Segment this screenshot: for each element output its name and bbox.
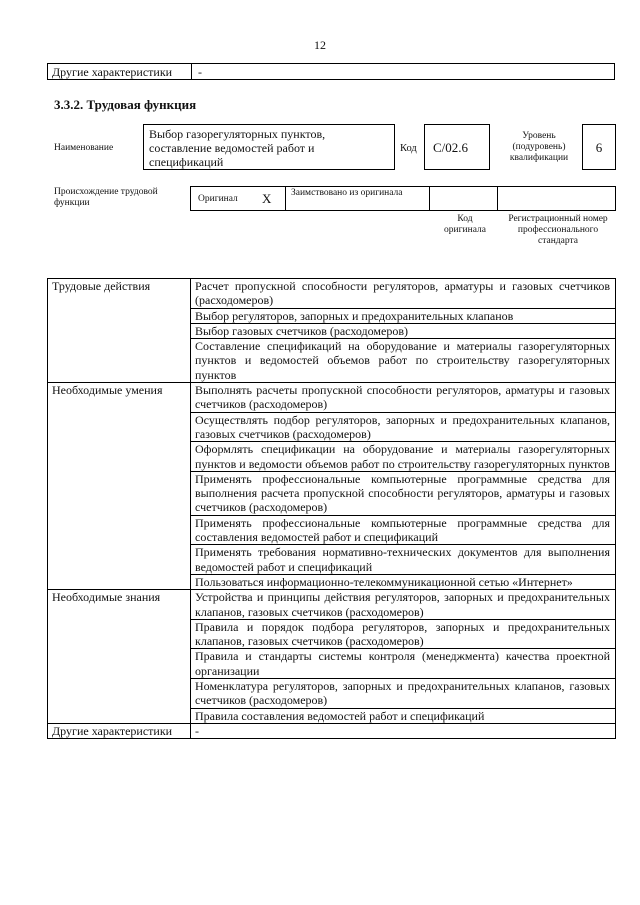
table-cell: Составление спецификаций на оборудование и материалы газорегуляторных пунктов и ведомостей объемов работ по строительству газорегуляторных пунктов bbox=[191, 339, 616, 383]
table-cell: Расчет пропускной способности регуляторов, арматуры и газовых счетчиков (расходомеров) bbox=[191, 279, 616, 309]
name-value: Выбор газорегуляторных пунктов, составление ведомостей работ и спецификаций bbox=[149, 127, 326, 169]
level-value-box bbox=[582, 124, 616, 170]
function-details-table bbox=[47, 278, 616, 739]
code-value-box bbox=[424, 124, 490, 170]
original-mark: X bbox=[262, 191, 272, 206]
top-row-label: Другие характеристики bbox=[52, 65, 173, 79]
table-cell: Выбор регуляторов, запорных и предохранительных клапанов bbox=[191, 308, 616, 323]
function-title: 3.3.2. Трудовая функция bbox=[54, 97, 197, 112]
origin-label: Происхождение трудовой функции bbox=[54, 187, 158, 208]
code-label: Код bbox=[400, 143, 417, 154]
code-original-caption: Код оригинала bbox=[444, 214, 486, 235]
table-cell: Правила составления ведомостей работ и спецификаций bbox=[191, 708, 616, 723]
table-row bbox=[48, 723, 616, 738]
table-cell: Правила и стандарты системы контроля (менеджмента) качества проектной организации bbox=[191, 649, 616, 679]
section-label: Необходимые знания bbox=[48, 590, 191, 724]
table-cell: Номенклатура регуляторов, запорных и предохранительных клапанов, газовых счетчиков (расходомеров) bbox=[191, 679, 616, 709]
original-label: Оригинал bbox=[198, 194, 238, 204]
table-cell: Выполнять расчеты пропускной способности регуляторов, арматуры и газовых счетчиков (расходомеров) bbox=[191, 383, 616, 413]
table-cell: Применять требования нормативно-технических документов для выполнения ведомостей работ и спецификаций bbox=[191, 545, 616, 575]
name-value-box bbox=[143, 124, 395, 170]
table-cell: Устройства и принципы действия регуляторов, запорных и предохранительных клапанов, газовых счетчиков (расходомеров) bbox=[191, 590, 616, 620]
top-row-value: - bbox=[198, 65, 202, 79]
table-cell: Осуществлять подбор регуляторов, запорных и предохранительных клапанов, газовых счетчиков (расходомеров) bbox=[191, 412, 616, 442]
section-label: Другие характеристики bbox=[48, 723, 191, 738]
reg-number-caption: Регистрационный номер профессионального стандарта bbox=[508, 214, 608, 246]
section-label: Необходимые умения bbox=[48, 383, 191, 590]
table-cell: Правила и порядок подбора регуляторов, запорных и предохранительных клапанов, газовых счетчиков (расходомеров) bbox=[191, 619, 616, 649]
table-cell: Пользоваться информационно-телекоммуникационной сетью «Интернет» bbox=[191, 574, 616, 589]
table-cell: Применять профессиональные компьютерные программные средства для составления ведомостей работ и спецификаций bbox=[191, 515, 616, 545]
table-row bbox=[48, 383, 616, 413]
table-row bbox=[48, 279, 616, 309]
table-cell: Применять профессиональные компьютерные программные средства для выполнения расчета пропускной способности регуляторов, арматуры и газовых счетчиков (расходомеров) bbox=[191, 471, 616, 515]
level-value: 6 bbox=[595, 140, 603, 155]
level-label: Уровень (подуровень) квалификации bbox=[509, 131, 569, 163]
origin-boxes bbox=[190, 186, 616, 211]
section-label: Трудовые действия bbox=[48, 279, 191, 383]
table-cell: Выбор газовых счетчиков (расходомеров) bbox=[191, 323, 616, 338]
top-characteristics-row bbox=[47, 63, 615, 80]
table-cell: - bbox=[191, 723, 616, 738]
code-value: C/02.6 bbox=[433, 140, 469, 155]
table-row bbox=[48, 590, 616, 620]
table-cell: Оформлять спецификации на оборудование и материалы газорегуляторных пунктов и ведомости объемов работ по строительству газорегуляторных пунктов bbox=[191, 442, 616, 472]
name-label: Наименование bbox=[54, 143, 114, 153]
borrowed-label: Заимствовано из оригинала bbox=[291, 188, 403, 198]
page-number: 12 bbox=[314, 38, 326, 52]
